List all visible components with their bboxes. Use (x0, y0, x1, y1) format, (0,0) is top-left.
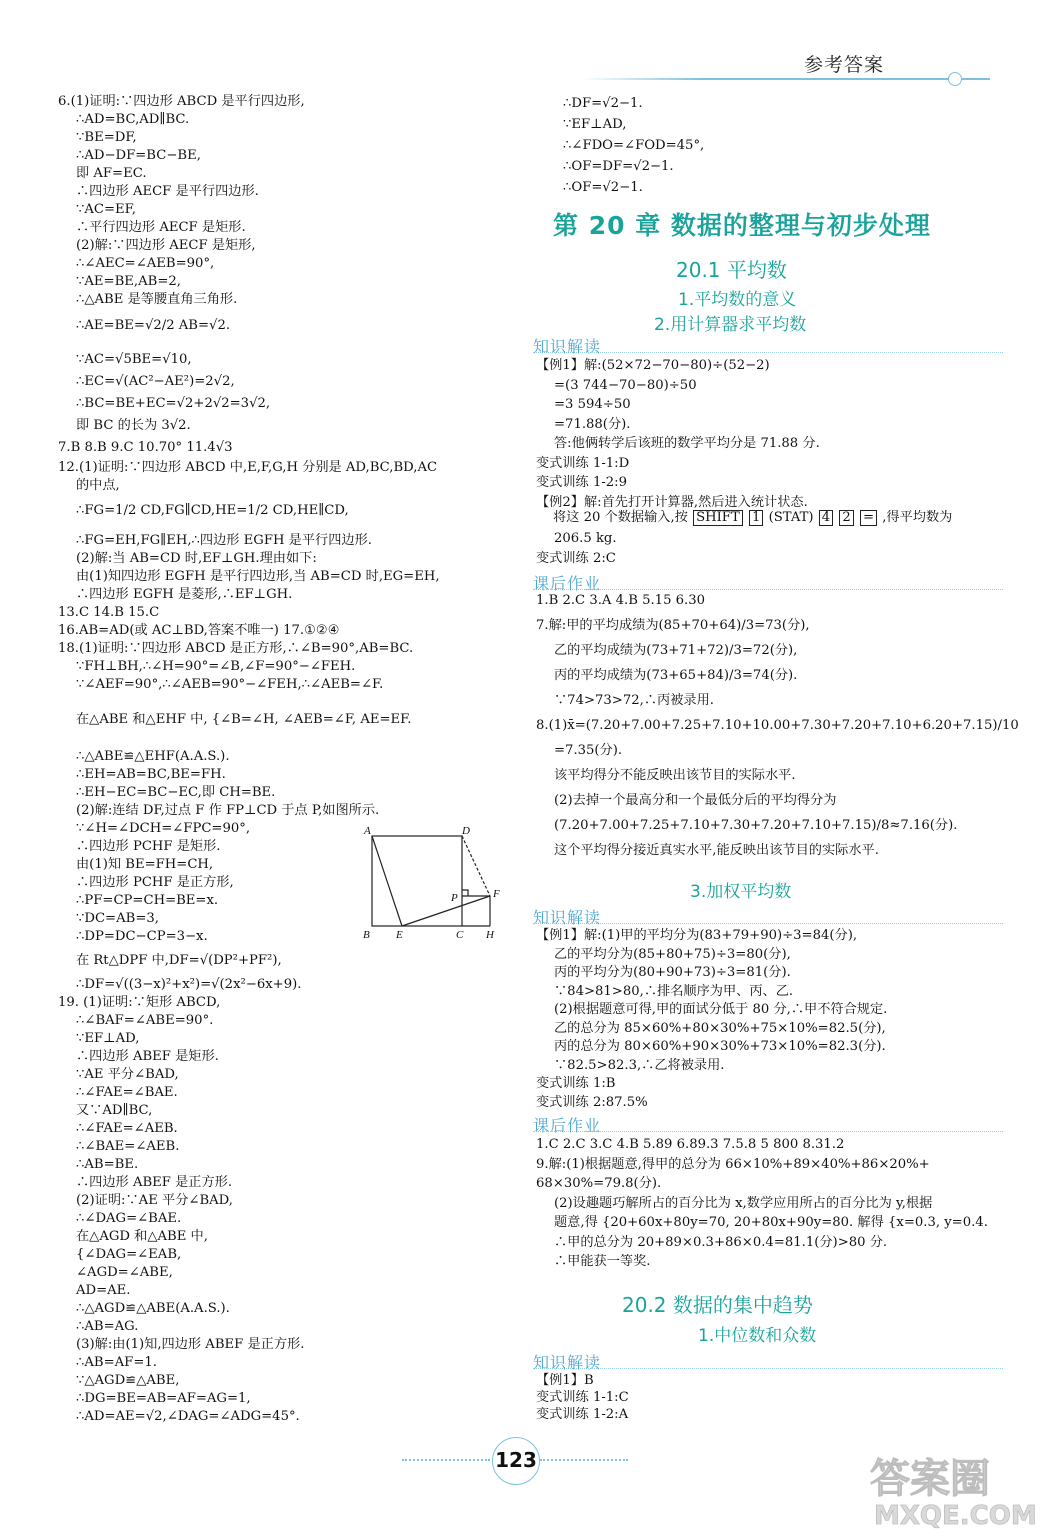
homework-answer-2-line: 68×30%=79.8(分). (536, 1176, 662, 1191)
example2-result-line: 206.5 kg. (554, 531, 617, 546)
left-answer-line: ∵EF⊥AD, (76, 1031, 140, 1046)
subsection-4-title: 1.中位数和众数 (698, 1326, 817, 1346)
left-answer-line: ∵△AGD≌△ABE, (76, 1373, 180, 1388)
example-calc-line: 变式训练 1-2:9 (536, 475, 628, 490)
left-answer-line: ∴四边形 PCHF 是矩形. (76, 839, 221, 854)
right-top-line: ∴DF=√2−1. (563, 96, 643, 111)
section-20-2-title: 20.2 数据的集中趋势 (622, 1293, 813, 1317)
knowledge-box-2 (533, 905, 1003, 927)
left-answer-line: {∠DAG=∠EAB, (76, 1247, 182, 1262)
left-answer-line: 由(1)知 BE=FH=CH, (76, 857, 214, 872)
knowledge-box-1-label: 知识解读 (533, 337, 602, 356)
homework-box-1 (533, 571, 1003, 593)
figure-label-p: P (451, 892, 458, 904)
subsection-1-title: 1.平均数的意义 (678, 290, 797, 310)
figure-label-c: C (456, 929, 464, 941)
right-top-line: ∴OF=DF=√2−1. (563, 159, 674, 174)
left-answer-line: ∴AE=BE=√2/2 AB=√2. (76, 318, 231, 333)
weighted-example-line: 变式训练 1:B (536, 1076, 616, 1091)
left-answer-line: ∴EH−EC=BC−EC,即 CH=BE. (76, 785, 276, 800)
example2-keys-line (553, 510, 952, 526)
left-answer-line: 在△AGD 和△ABE 中, (76, 1229, 208, 1244)
left-answer-line: ∴FG=EH,FG∥EH,∴四边形 EGFH 是平行四边形. (76, 533, 373, 548)
left-answer-line: ∵AC=√5BE=√10, (76, 352, 192, 367)
header-rule (580, 78, 990, 80)
knowledge-box-3 (533, 1350, 1003, 1372)
left-answer-line: (2)解:当 AB=CD 时,EF⊥GH.理由如下: (76, 551, 317, 566)
homework-answer-line: (7.20+7.00+7.25+7.10+7.30+7.20+7.10+7.15)/8≈7.16(分). (554, 818, 958, 833)
left-answer-line: 12.(1)证明:∵四边形 ABCD 中,E,F,G,H 分别是 AD,BC,BD,AC (58, 460, 438, 475)
knowledge-box-2-label: 知识解读 (533, 908, 602, 927)
weighted-example-line: 丙的平均分为(80+90+73)÷3=81(分). (554, 965, 791, 980)
page-dots-right (540, 1459, 628, 1461)
left-answer-line: ∴FG=1/2 CD,FG∥CD,HE=1/2 CD,HE∥CD, (76, 503, 349, 518)
left-answer-line: ∴∠DAG=∠BAE. (76, 1211, 182, 1226)
left-answer-line: 6.(1)证明:∵四边形 ABCD 是平行四边形, (58, 94, 305, 109)
homework-answer-2-line: (2)设趣题巧解所占的百分比为 x,数学应用所占的百分比为 y,根据 (554, 1195, 933, 1211)
left-answer-line: ∵AE=BE,AB=2, (76, 274, 181, 289)
left-answer-line: ∴四边形 ABEF 是正方形. (76, 1175, 233, 1190)
left-answer-line: ∴BC=BE+EC=√2+2√2=3√2, (76, 396, 271, 411)
square-geometry-figure (362, 826, 512, 941)
right-top-line: ∴OF=√2−1. (563, 180, 643, 195)
watermark-bottom: MXQE.COM (874, 1501, 1037, 1530)
homework-box-1-label: 课后作业 (533, 574, 602, 593)
weighted-example-line: ∵84>81>80,∴排名顺序为甲、丙、乙. (554, 983, 794, 999)
example-calc-line: =71.88(分). (554, 416, 631, 432)
left-answer-line: ∴AB=AG. (76, 1319, 139, 1334)
left-answer-line: ∵BE=DF, (76, 130, 137, 145)
left-answer-line: ∴四边形 EGFH 是菱形,∴EF⊥GH. (76, 587, 293, 602)
left-answer-line: 在 Rt△DPF 中,DF=√(DP²+PF²), (76, 953, 282, 968)
left-answer-line: ∴EH=AB=BC,BE=FH. (76, 767, 226, 782)
weighted-example-line: 丙的总分为 80×60%+90×30%+73×10%=82.3(分). (554, 1039, 886, 1054)
left-answer-line: ∴△ABE≌△EHF(A.A.S.). (76, 749, 230, 764)
knowledge-box-3-label: 知识解读 (533, 1353, 602, 1372)
left-answer-line: ∴DP=DC−CP=3−x. (76, 929, 208, 944)
homework-answer-line: =7.35(分). (554, 743, 623, 758)
watermark-top: 答案圈 (870, 1456, 990, 1502)
left-answer-line: ∴平行四边形 AECF 是矩形. (76, 220, 246, 235)
left-answer-line: ∵DC=AB=3, (76, 911, 159, 926)
left-answer-line: 的中点, (76, 478, 120, 493)
left-answer-line: 16.AB=AD(或 AC⊥BD,答案不唯一) 17.①②④ (58, 623, 340, 638)
weighted-example-line: 乙的总分为 85×60%+80×30%+75×10%=82.5(分), (554, 1020, 886, 1036)
key-4: 4 (819, 510, 833, 526)
left-answer-line: ∵AC=EF, (76, 202, 136, 217)
left-answer-line: ∴四边形 AECF 是平行四边形. (76, 184, 259, 199)
homework-answer-line: 1.B 2.C 3.A 4.B 5.15 6.30 (536, 593, 706, 608)
page-dots-left (402, 1459, 490, 1461)
left-answer-line: ∴AB=AF=1. (76, 1355, 157, 1370)
example-calc-line: 【例1】解:(52×72−70−80)÷(52−2) (536, 358, 770, 373)
median-example-line: 【例1】B (536, 1373, 594, 1388)
left-answer-line: ∴AD=AE=√2,∠DAG=∠ADG=45°. (76, 1409, 300, 1424)
homework-answer-line: ∵74>73>72,∴丙被录用. (554, 693, 714, 708)
left-answer-line: ∴△AGD≌△ABE(A.A.S.). (76, 1301, 230, 1316)
figure-label-d: D (462, 826, 470, 837)
key-2: 2 (839, 510, 853, 526)
left-answer-line: ∵FH⊥BH,∴∠H=90°=∠B,∠F=90°−∠FEH. (76, 659, 356, 674)
figure-label-f: F (493, 888, 500, 900)
example-calc-line: 答:他俩转学后该班的数学平均分是 71.88 分. (554, 436, 820, 451)
left-answer-line: 即 BC 的长为 3√2. (76, 418, 191, 433)
figure-label-e: E (396, 929, 403, 941)
homework-box-2-label: 课后作业 (533, 1116, 602, 1135)
example2-result-line: 变式训练 2:C (536, 550, 616, 566)
left-answer-line: ∴AB=BE. (76, 1157, 139, 1172)
left-answer-line: 即 AF=EC. (76, 166, 147, 181)
median-example-line: 变式训练 1-2:A (536, 1407, 629, 1422)
left-answer-line: ∴∠FAE=∠AEB. (76, 1121, 178, 1136)
header-circle-ornament (948, 72, 962, 86)
left-answer-line: 在△ABE 和△EHF 中, {∠B=∠H, ∠AEB=∠F, AE=EF. (76, 712, 412, 727)
homework-answer-line: 7.解:甲的平均成绩为(85+70+64)/3=73(分), (536, 618, 810, 633)
homework-answer-2-line: ∴甲的总分为 20+89×0.3+86×0.4=81.1(分)>80 分. (554, 1234, 888, 1250)
shift-key: SHIFT (693, 510, 743, 526)
left-answer-line: (2)证明:∵AE 平分∠BAD, (76, 1193, 233, 1208)
left-answer-line: 由(1)知四边形 EGFH 是平行四边形,当 AB=CD 时,EG=EH, (76, 569, 440, 584)
left-answer-line: ∴AD=BC,AD∥BC. (76, 112, 190, 127)
homework-answer-line: 丙的平均成绩为(73+65+84)/3=74(分). (554, 668, 798, 683)
weighted-example-line: 【例1】解:(1)甲的平均分为(83+79+90)÷3=84(分), (536, 928, 858, 943)
homework-answer-line: (2)去掉一个最高分和一个最低分后的平均得分为 (554, 793, 837, 808)
figure-label-a: A (364, 826, 371, 837)
stat-label: (STAT) (768, 510, 814, 525)
subsection-2-title: 2.用计算器求平均数 (654, 315, 807, 335)
homework-answer-line: 这个平均得分接近真实水平,能反映出该节目的实际水平. (554, 843, 879, 858)
example-calc-line: 【例2】解:首先打开计算器,然后进入统计状态. (536, 494, 808, 510)
knowledge-box-1 (533, 334, 1003, 356)
left-answer-line: 7.B 8.B 9.C 10.70° 11.4√3 (58, 440, 233, 455)
homework-answer-2-line: 1.C 2.C 3.C 4.B 5.89 6.89.3 7.5.8 5 800 8.31.2 (536, 1137, 845, 1152)
section-20-1-title: 20.1 平均数 (676, 258, 787, 282)
subsection-3-title: 3.加权平均数 (690, 882, 792, 902)
left-answer-line: ∵∠H=∠DCH=∠FPC=90°, (76, 821, 251, 836)
left-answer-line: ∴EC=√(AC²−AE²)=2√2, (76, 374, 235, 389)
left-answer-line: ∴AD−DF=BC−BE, (76, 148, 201, 163)
left-answer-line: ∵AE 平分∠BAD, (76, 1067, 179, 1082)
weighted-example-line: (2)根据题意可得,甲的面试分低于 80 分,∴甲不符合规定. (554, 1002, 888, 1017)
left-answer-line: (2)解:连结 DF,过点 F 作 FP⊥CD 于点 P,如图所示. (76, 803, 380, 818)
weighted-example-line: ∵82.5>82.3,∴乙将被录用. (554, 1057, 725, 1073)
example2-text: 将这 20 个数据输入,按 (553, 510, 688, 525)
example-calc-line: 变式训练 1-1:D (536, 455, 630, 471)
homework-answer-line: 该平均得分不能反映出该节目的实际水平. (554, 768, 796, 783)
left-answer-line: AD=AE. (76, 1283, 131, 1298)
right-top-line: ∵EF⊥AD, (563, 117, 627, 132)
figure-label-h: H (486, 929, 494, 941)
weighted-example-line: 变式训练 2:87.5% (536, 1094, 648, 1110)
homework-answer-2-line: 题意,得 {20+60x+80y=70, 20+80x+90y=80. 解得 {x=0.3, y=0.4. (554, 1215, 988, 1230)
key-1: 1 (749, 510, 763, 526)
homework-answer-line: 8.(1)x̄=(7.20+7.00+7.25+7.10+10.00+7.30+7.20+7.10+6.20+7.15)/10 (536, 718, 1019, 733)
page-number: 123 (492, 1437, 540, 1485)
header-title: 参考答案 (804, 54, 885, 76)
left-answer-line: ∴四边形 ABEF 是矩形. (76, 1049, 219, 1064)
left-answer-line: ∠AGD=∠ABE, (76, 1265, 173, 1280)
left-answer-line: 又∵AD∥BC, (76, 1103, 153, 1118)
left-answer-line: ∴∠AEC=∠AEB=90°, (76, 256, 215, 271)
example-calc-line: =3 594÷50 (554, 397, 631, 412)
right-top-line: ∴∠FDO=∠FOD=45°, (563, 138, 705, 153)
example-calc-line: =(3 744−70−80)÷50 (554, 377, 697, 393)
left-answer-line: ∴∠FAE=∠BAE. (76, 1085, 178, 1100)
left-answer-line: 19. (1)证明:∵矩形 ABCD, (58, 995, 221, 1010)
left-answer-line: (2)解:∵四边形 AECF 是矩形, (76, 238, 256, 253)
left-answer-line: ∵∠AEF=90°,∴∠AEB=90°−∠FEH,∴∠AEB=∠F. (76, 677, 384, 692)
left-answer-line: ∴∠BAF=∠ABE=90°. (76, 1013, 214, 1028)
median-example-line: 变式训练 1-1:C (536, 1390, 629, 1405)
figure-label-b: B (363, 929, 370, 941)
example2-tail: ,得平均数为 (882, 510, 953, 525)
watermark-logo (862, 1448, 1052, 1530)
left-answer-line: ∴DF=√((3−x)²+x²)=√(2x²−6x+9). (76, 977, 302, 992)
chapter-title: 第 20 章 数据的整理与初步处理 (553, 211, 931, 240)
left-answer-line: ∴△ABE 是等腰直角三角形. (76, 292, 238, 307)
left-answer-line: ∴四边形 PCHF 是正方形, (76, 875, 234, 890)
homework-answer-2-line: ∴甲能获一等奖. (554, 1254, 651, 1269)
left-answer-line: ∴PF=CP=CH=BE=x. (76, 893, 219, 908)
left-answer-line: 18.(1)证明:∵四边形 ABCD 是正方形,∴∠B=90°,AB=BC. (58, 641, 414, 656)
weighted-example-line: 乙的平均分为(85+80+75)÷3=80(分), (554, 946, 791, 962)
homework-answer-line: 乙的平均成绩为(73+71+72)/3=72(分), (554, 643, 798, 658)
left-answer-line: ∴∠BAE=∠AEB. (76, 1139, 180, 1154)
left-answer-line: ∴DG=BE=AB=AF=AG=1, (76, 1391, 251, 1406)
homework-answer-2-line: 9.解:(1)根据题意,得甲的总分为 66×10%+89×40%+86×20%+ (536, 1156, 930, 1172)
homework-box-2 (533, 1113, 1003, 1135)
key-equals: = (860, 510, 877, 526)
left-answer-line: 13.C 14.B 15.C (58, 605, 160, 620)
left-answer-line: (3)解:由(1)知,四边形 ABEF 是正方形. (76, 1337, 305, 1352)
